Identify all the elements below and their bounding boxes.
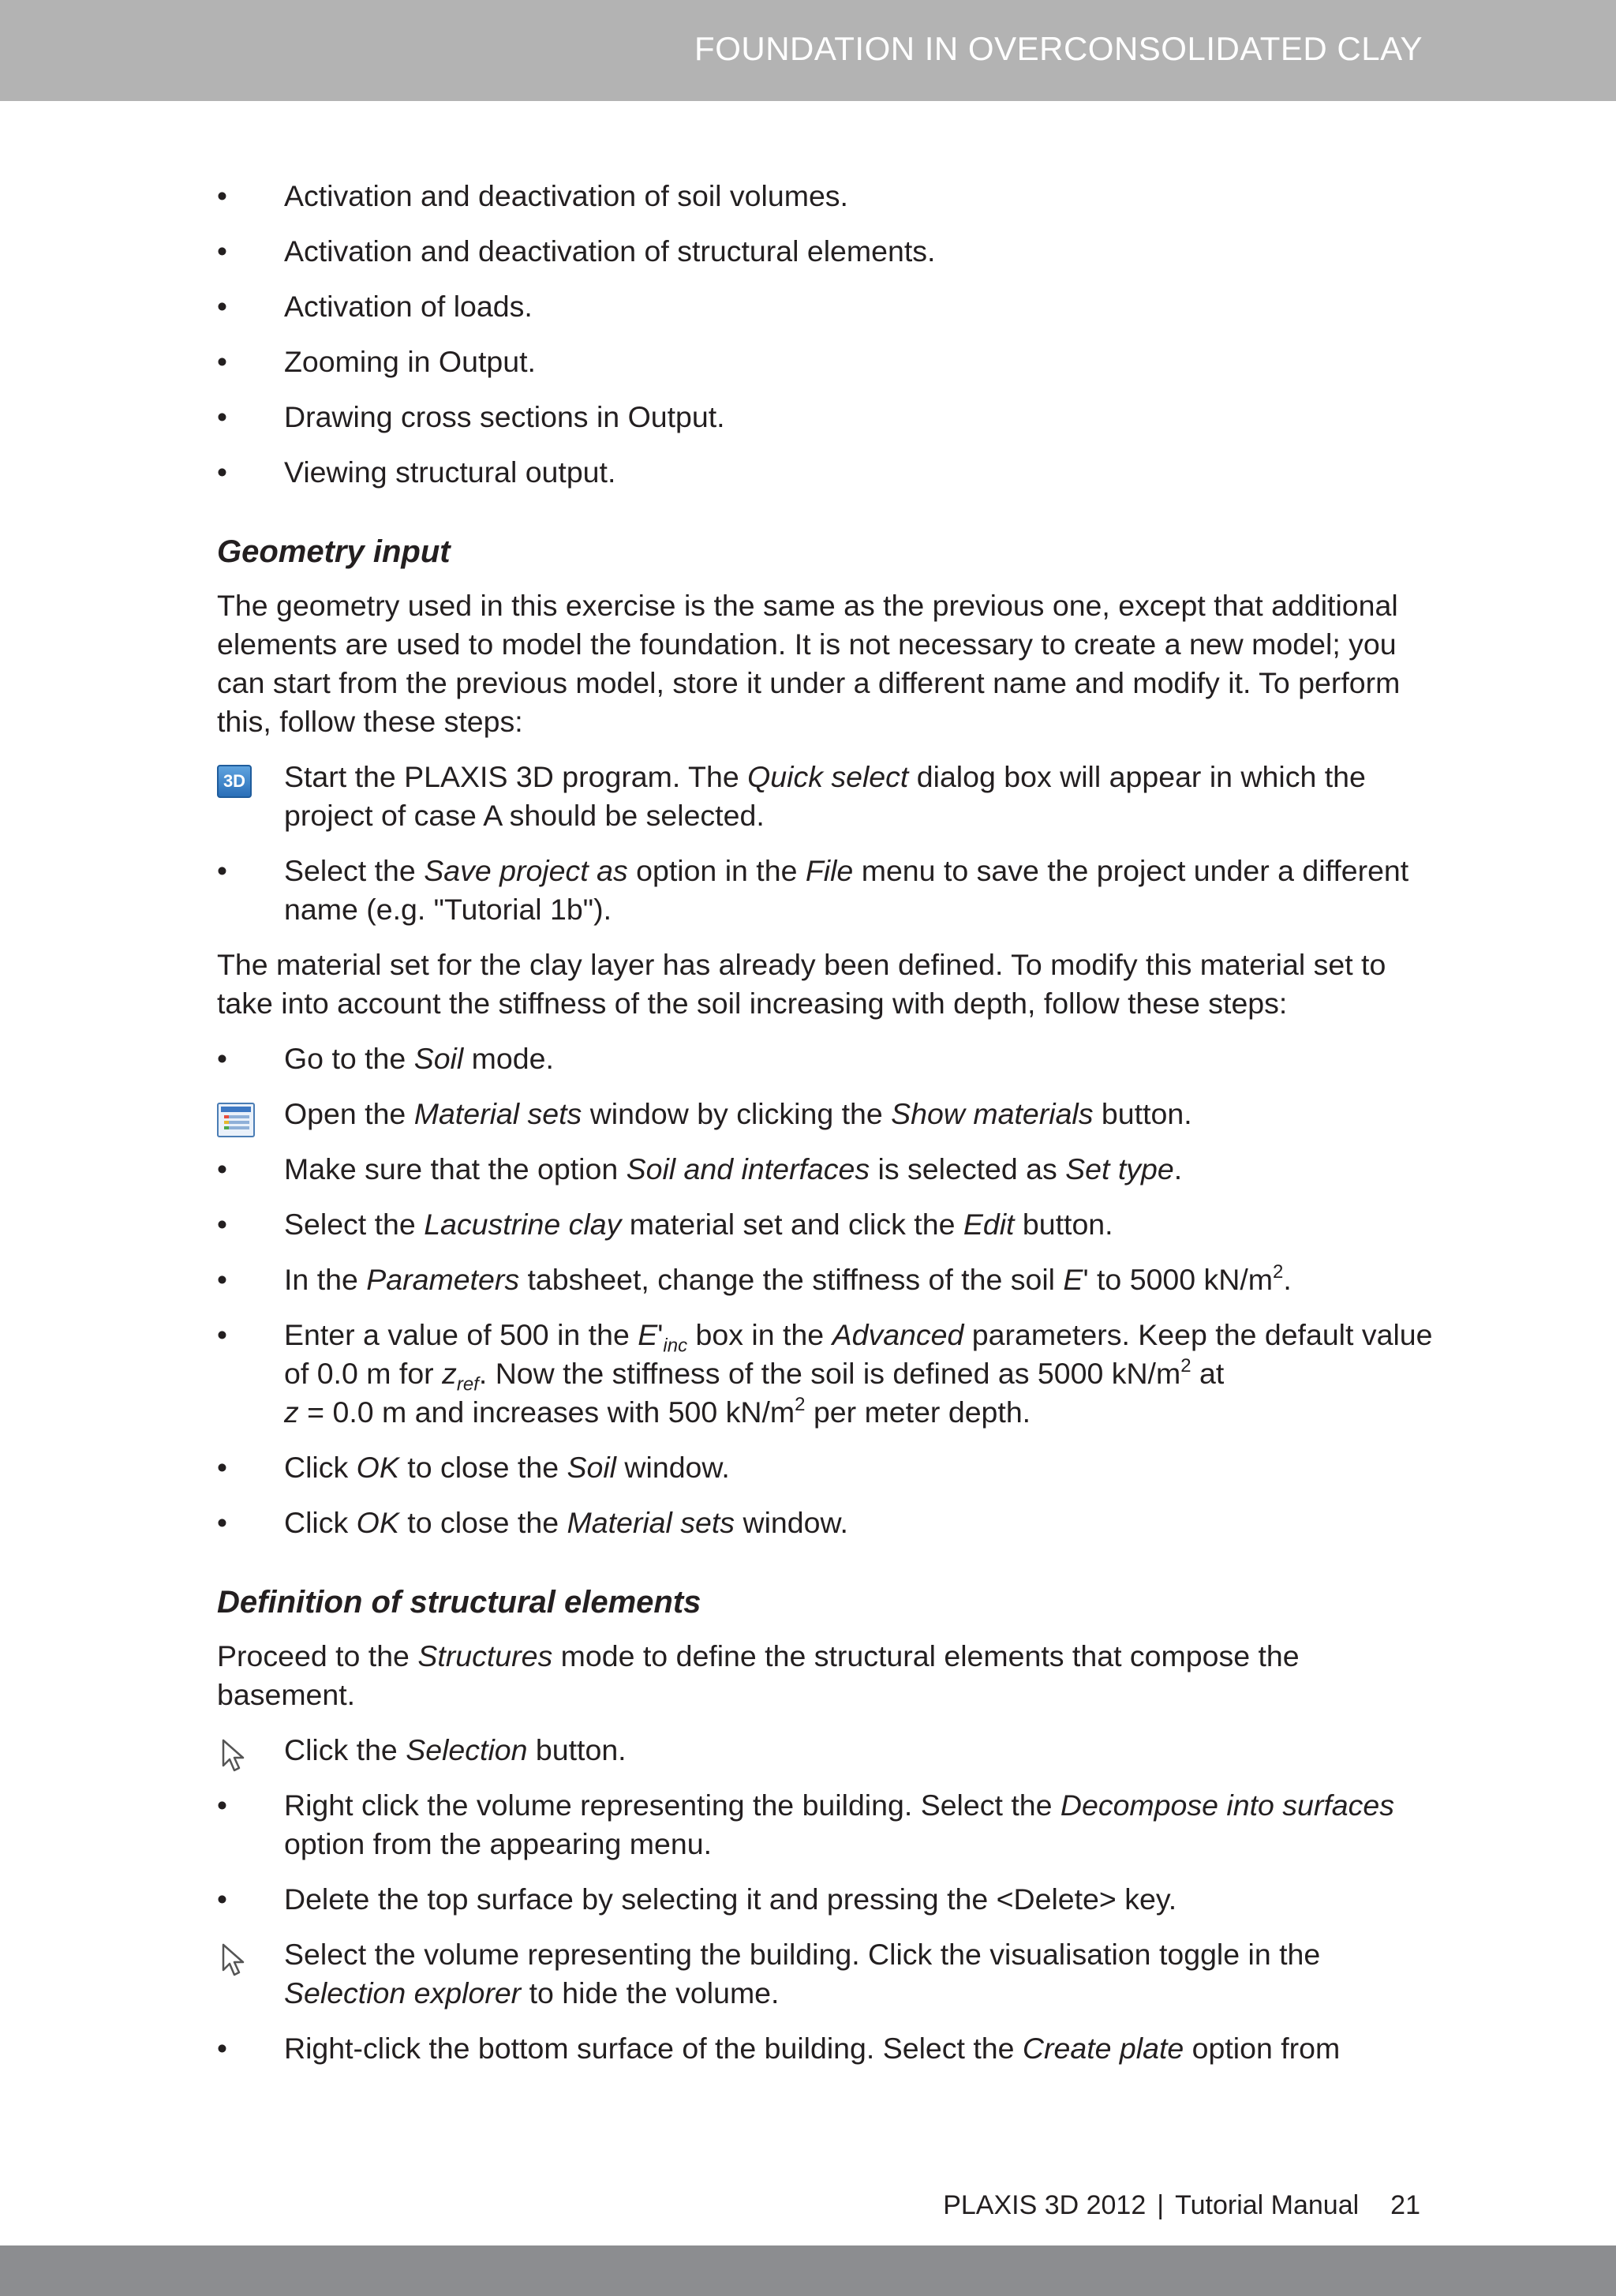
selection-cursor-icon (217, 1942, 250, 1980)
section-heading-structural: Definition of structural elements (217, 1585, 701, 1620)
step-create-plate: • Right-click the bottom surface of the building. Select the Create plate option from (217, 2029, 1436, 2068)
bullet: • (217, 346, 227, 378)
top-bullet-list (217, 177, 1436, 492)
step-hide-volume: Select the volume representing the building. Click the visualisation toggle in the Selection explorer to hide the volume. (217, 1935, 1436, 2013)
bullet: • (217, 456, 227, 489)
step-select-clay: • Select the Lacustrine clay material set and click the Edit button. (217, 1205, 1436, 1244)
page-footer (943, 2190, 1420, 2221)
structural-intro: Proceed to the Structures mode to define the structural elements that compose the basement. (217, 1639, 1300, 1711)
header-bar (0, 0, 1616, 101)
step-close-material-sets: • Click OK to close the Material sets window. (217, 1504, 1436, 1542)
bullet: • (217, 855, 227, 887)
list-item: • Viewing structural output. (217, 453, 1436, 492)
step-start-plaxis: 3D Start the PLAXIS 3D program. The Quick select dialog box will appear in which the project of case A should be selected. (217, 758, 1436, 835)
step-save-project: • Select the Save project as option in the File menu to save the project under a different name (e.g. "Tutorial 1b"). (217, 852, 1436, 929)
footer-bar (0, 2245, 1616, 2296)
bullet: • (217, 1451, 227, 1484)
bullet: • (217, 1264, 227, 1296)
step-set-type: • Make sure that the option Soil and interfaces is selected as Set type. (217, 1150, 1436, 1189)
list-item: • Drawing cross sections in Output. (217, 398, 1436, 436)
bullet: • (217, 1507, 227, 1539)
page-number: 21 (1390, 2190, 1420, 2220)
plaxis-3d-icon: 3D (217, 765, 252, 798)
material-intro: The material set for the clay layer has already been defined. To modify this material set to take into account the stiffness of the soil increasing with depth, follow these steps: (217, 948, 1386, 1020)
bullet: • (217, 1153, 227, 1185)
bullet: • (217, 1319, 227, 1351)
geometry-intro: The geometry used in this exercise is the same as the previous one, except that additional elements are used to model the foundation. It is not necessary to create a new model; you can start from the previous model, store it under a different name and modify it. To perform this, follow these steps: (217, 589, 1401, 738)
list-item: • Activation and deactivation of soil volumes. (217, 177, 1436, 215)
bullet: • (217, 2032, 227, 2065)
page-content (217, 177, 1436, 2084)
step-decompose: • Right click the volume representing the building. Select the Decompose into surfaces option from the appearing menu. (217, 1786, 1436, 1863)
step-click-selection: Click the Selection button. (217, 1731, 1436, 1770)
selection-cursor-icon (217, 1737, 250, 1775)
bullet: • (217, 180, 227, 212)
bullet: • (217, 1789, 227, 1822)
bullet: • (217, 1883, 227, 1916)
step-einc-value: • Enter a value of 500 in the $E'_{inc}$ box in the Advanced parameters. Keep the default value of 0.0 m for $z_{ref}$. Now the stiffness of the soil is defined as 5000 $kN/m^2$ at z = 0.0 m and increases with 500 $kN/m^2$ per meter depth. (217, 1316, 1436, 1432)
footer-manual: Tutorial Manual (1175, 2190, 1360, 2220)
bullet: • (217, 290, 227, 323)
step-close-soil: • Click OK to close the Soil window. (217, 1448, 1436, 1487)
section-heading-geometry: Geometry input (217, 534, 451, 569)
footer-product: PLAXIS 3D 2012 (943, 2190, 1147, 2220)
footer-separator: | (1157, 2190, 1165, 2220)
step-delete-top: • Delete the top surface by selecting it and pressing the <Delete> key. (217, 1880, 1436, 1919)
step-soil-mode: • Go to the Soil mode. (217, 1039, 1436, 1078)
list-item: • Activation and deactivation of structural elements. (217, 232, 1436, 271)
chapter-title: FOUNDATION IN OVERCONSOLIDATED CLAY (694, 30, 1423, 67)
bullet: • (217, 401, 227, 433)
bullet: • (217, 1043, 227, 1075)
bullet: • (217, 235, 227, 268)
step-change-stiffness: • In the Parameters tabsheet, change the stiffness of the soil E' to 5000 $kN/m^2$. (217, 1260, 1436, 1299)
show-materials-icon (217, 1103, 255, 1137)
list-item: • Activation of loads. (217, 287, 1436, 326)
bullet: • (217, 1208, 227, 1241)
step-open-material-sets: Open the Material sets window by clicking the Show materials button. (217, 1095, 1436, 1133)
list-item: • Zooming in Output. (217, 343, 1436, 381)
